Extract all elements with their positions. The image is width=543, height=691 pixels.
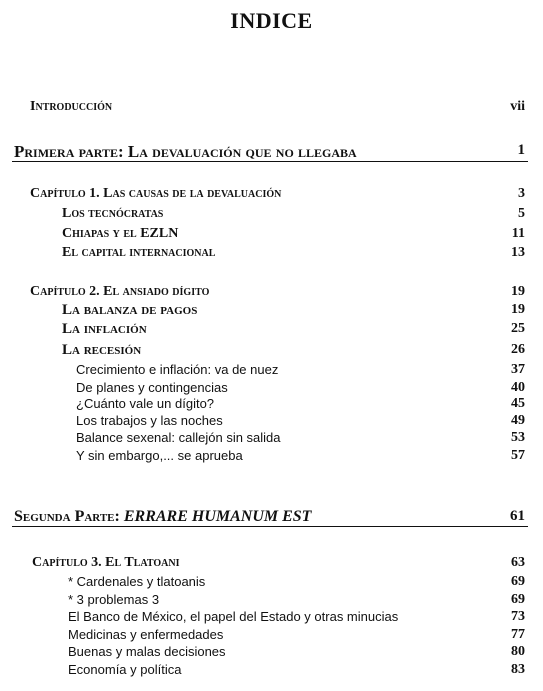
toc-entry-label: La balanza de pagos xyxy=(62,302,198,318)
toc-entry-label: Chiapas y el EZLN xyxy=(62,226,179,241)
toc-entry-page: 26 xyxy=(511,342,525,357)
toc-entry[interactable] xyxy=(0,206,543,226)
toc-entry-page: 19 xyxy=(511,302,525,317)
toc-subentry-page: 73 xyxy=(511,609,525,624)
part-divider-1 xyxy=(12,161,528,162)
part-divider-2 xyxy=(12,526,528,527)
toc-chapter-label: Capítulo 3. El Tlatoani xyxy=(32,555,180,570)
toc-subentry[interactable] xyxy=(0,430,543,450)
toc-entry-page: 5 xyxy=(518,206,525,221)
toc-part-page: 61 xyxy=(510,508,525,524)
toc-chapter-page: 63 xyxy=(511,555,525,570)
toc-subentry-label: Economía y política xyxy=(68,662,182,677)
toc-subentry-page: 80 xyxy=(511,644,525,659)
toc-entry-label: El capital internacional xyxy=(62,245,216,260)
toc-subentry[interactable] xyxy=(0,662,543,682)
toc-subentry-page: 53 xyxy=(511,430,525,445)
toc-subentry-label: Los trabajos y las noches xyxy=(76,413,223,428)
toc-subentry-page: 49 xyxy=(511,413,525,428)
toc-entry[interactable] xyxy=(0,342,543,362)
toc-subentry-label: * 3 problemas 3 xyxy=(68,592,160,607)
toc-entry[interactable] xyxy=(0,245,543,265)
toc-subentry[interactable] xyxy=(0,448,543,468)
toc-entry-introduccion[interactable] xyxy=(0,99,543,119)
toc-entry-page: 25 xyxy=(511,321,525,336)
toc-subentry-label: Balance sexenal: callejón sin salida xyxy=(76,430,281,445)
toc-subentry[interactable] xyxy=(0,644,543,664)
toc-chapter-page: 19 xyxy=(511,284,525,299)
toc-entry[interactable] xyxy=(0,321,543,341)
toc-chapter-page: 3 xyxy=(518,186,525,201)
toc-subentry-page: 45 xyxy=(511,396,525,411)
toc-part-label xyxy=(14,508,311,526)
toc-chapter-3[interactable] xyxy=(0,555,543,575)
toc-part-label-prefix: Segunda Parte: xyxy=(14,508,120,525)
toc-entry-page: 13 xyxy=(511,245,525,260)
toc-entry[interactable] xyxy=(0,302,543,322)
toc-subentry-page: 57 xyxy=(511,448,525,463)
toc-subentry-page: 37 xyxy=(511,362,525,377)
toc-entry-label: Introducción xyxy=(30,99,113,114)
toc-subentry-label: Buenas y malas decisiones xyxy=(68,644,226,659)
toc-entry-page: 11 xyxy=(511,226,525,241)
toc-subentry[interactable] xyxy=(0,609,543,629)
toc-chapter-label: Capítulo 2. El ansiado dígito xyxy=(30,284,210,299)
toc-subentry-page: 83 xyxy=(511,662,525,677)
toc-subentry-label: ¿Cuánto vale un dígito? xyxy=(76,396,215,411)
toc-chapter-1[interactable] xyxy=(0,186,543,206)
toc-entry-label: Los tecnócratas xyxy=(62,206,164,221)
toc-part-1[interactable] xyxy=(0,142,543,162)
toc-subentry[interactable] xyxy=(0,574,543,594)
toc-subentry-page: 77 xyxy=(511,627,525,642)
toc-part-page: 1 xyxy=(517,142,525,158)
toc-entry-label: La recesión xyxy=(62,342,142,358)
toc-subentry-label: Medicinas y enfermedades xyxy=(68,627,224,642)
toc-part-label-italic: ERRARE HUMANUM EST xyxy=(123,508,312,525)
toc-subentry-label: * Cardenales y tlatoanis xyxy=(68,574,206,589)
page-title: INDICE xyxy=(230,8,313,33)
toc-subentry-page: 40 xyxy=(511,380,525,395)
toc-subentry-label: El Banco de México, el papel del Estado y otras minucias xyxy=(68,609,399,624)
toc-chapter-label: Capítulo 1. Las causas de la devaluación xyxy=(30,186,282,201)
toc-chapter-2[interactable] xyxy=(0,284,543,304)
toc-part-2[interactable] xyxy=(0,508,543,528)
toc-part-label: Primera parte: La devaluación que no llegaba xyxy=(14,142,357,161)
toc-subentry-label: Y sin embargo,... se aprueba xyxy=(76,448,243,463)
toc-subentry[interactable] xyxy=(0,362,543,382)
toc-entry[interactable] xyxy=(0,226,543,246)
toc-subentry-label: De planes y contingencias xyxy=(76,380,228,395)
toc-subentry-page: 69 xyxy=(511,592,525,607)
toc-subentry-page: 69 xyxy=(511,574,525,589)
toc-entry-label: La inflación xyxy=(62,321,147,337)
toc-entry-page: vii xyxy=(510,99,525,114)
toc-subentry-label: Crecimiento e inflación: va de nuez xyxy=(76,362,279,377)
